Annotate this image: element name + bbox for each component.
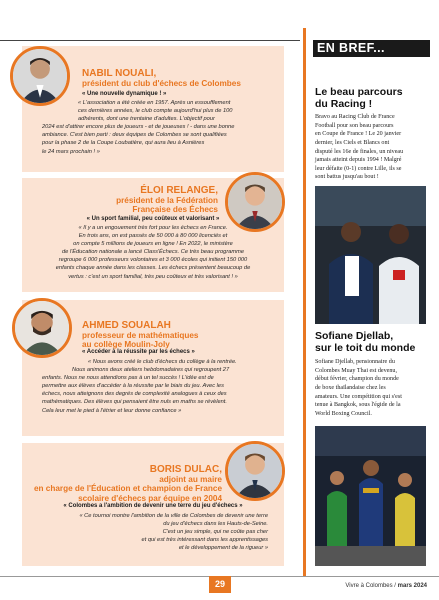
heading-relange bbox=[40, 185, 218, 215]
body-line: mathématiques. Des élèves qui pensaient être nuls en maths se révèlent. bbox=[42, 399, 227, 406]
body-line: En trois ans, on est passés de 50 000 à 80 000 licenciés et bbox=[78, 233, 228, 240]
person-role: au collège Moulin-Joly bbox=[82, 340, 170, 350]
body-line: enfants. Nous ne nous attendions pas à un tel succès ! L'idée est de bbox=[42, 375, 214, 382]
en-bref-title: EN BREF... bbox=[317, 41, 385, 55]
top-rule bbox=[0, 40, 300, 41]
body-line: « Nous avons créé le club d'échecs du collège à la rentrée. bbox=[88, 359, 237, 365]
story-racing-title bbox=[315, 86, 403, 110]
text-line: disputé les 16e de finales, un niveau bbox=[315, 148, 404, 155]
interview-subtitle: « Colombes a l'ambition de devenir une terre du jeu d'échecs » bbox=[63, 503, 243, 509]
text-line: Football pour son beau parcours bbox=[315, 122, 394, 129]
title-line: Sofiane Djellab, bbox=[315, 330, 394, 342]
page-number: 29 bbox=[214, 579, 225, 589]
body-line: et qui est très intéressant dans les apprentissages bbox=[141, 537, 268, 544]
text-line: dernier, les Ciels et Blancs ont bbox=[315, 139, 390, 146]
person-role: scolaire d'échecs par équipe en 2004 bbox=[78, 493, 222, 503]
person-role: Française des Échecs bbox=[132, 205, 218, 215]
interview-subtitle: « Une nouvelle dynamique ! » bbox=[82, 91, 167, 97]
text-line: Sofiane Djellab, pensionnaire du bbox=[315, 359, 395, 365]
body-line: du jeu d'échecs dans les Hauts-de-Seine. bbox=[163, 521, 268, 528]
body-line: 2024 est d'attirer encore plus de joueurs - et de joueuses ! - dans une bonne bbox=[42, 124, 235, 131]
magazine-name: Vivre à Colombes / bbox=[345, 583, 396, 589]
body-line: de l'Éducation nationale a lancé Class'Échecs. Ce très beau programme bbox=[61, 249, 245, 256]
person-role: adjoint au maire bbox=[159, 475, 222, 485]
racing-players-photo bbox=[315, 186, 426, 324]
interview-subtitle: « Un sport familial, peu coûteux et valorisant » bbox=[86, 216, 220, 222]
person-name: AHMED SOUALAH bbox=[82, 320, 171, 331]
person-name: ÉLOI RELANGE, bbox=[140, 185, 218, 196]
title-line: du Racing ! bbox=[315, 98, 373, 111]
interview-body bbox=[22, 224, 284, 281]
person-role: professeur de mathématiques bbox=[82, 331, 199, 341]
body-line: on compte 5 millions de joueurs en ligne ! En 2022, le ministère bbox=[73, 241, 233, 248]
text-line: Colombes Muay Thai est devenu, bbox=[315, 367, 397, 374]
person-role: président du club d'échecs de Colombes bbox=[82, 79, 241, 89]
text-line: de boxe thaïlandaise chez les bbox=[315, 384, 386, 391]
issue-date: mars 2024 bbox=[397, 583, 427, 589]
portrait-nouali bbox=[10, 46, 70, 106]
heading-dulac bbox=[30, 464, 222, 503]
portrait-relange bbox=[225, 172, 285, 232]
text-line: tenue à Bangkok, sous l'égide de la bbox=[315, 402, 401, 409]
text-line: en Coupe de France ! Le 20 janvier bbox=[315, 131, 402, 138]
story-djellab-text bbox=[315, 358, 428, 418]
body-line: échecs, nous atteignons des degrés de complexité analogues à ceux des bbox=[42, 391, 227, 398]
interview-subtitle: « Accéder à la réussite par les échecs » bbox=[82, 349, 195, 355]
story-djellab-title bbox=[315, 330, 415, 354]
text-line: leur défaite (0-1) contre Lille, ils se bbox=[315, 165, 402, 172]
interview-body bbox=[42, 358, 282, 415]
person-role: président de la Fédération bbox=[116, 196, 218, 206]
body-line: pour la phase 2 de la Coupe Loubatière, qui aura lieu à Asnières bbox=[42, 140, 205, 147]
boxing-podium-photo bbox=[315, 426, 426, 566]
title-line: sur le toit du monde bbox=[315, 342, 416, 355]
body-line: le 24 mars prochain ! » bbox=[42, 148, 100, 155]
person-role: en charge de l'Éducation et champion de France bbox=[33, 484, 222, 494]
portrait-soualah bbox=[12, 298, 72, 358]
body-line: Nous animons deux ateliers hebdomadaires qui regroupent 27 bbox=[72, 367, 230, 374]
body-line: regroupe 6 000 professeurs volontaires et 3 000 écoles qui initient 150 000 bbox=[58, 257, 248, 264]
body-line: ambiance. C'est bien parti : deux équipes de Colombes se sont qualifiées bbox=[42, 132, 227, 139]
body-line: permettre aux élèves d'accéder à la réussite par le biais du jeu. Avec les bbox=[42, 383, 224, 390]
interview-body bbox=[42, 99, 282, 156]
text-line: début février, champion du monde bbox=[315, 376, 399, 383]
footer-credit bbox=[345, 583, 427, 589]
body-line: C'est un jeu simple, qui ne coûte pas cher bbox=[162, 529, 268, 536]
portrait-dulac bbox=[225, 441, 285, 501]
text-line: amateurs. Une compétition qui s'est bbox=[315, 393, 402, 400]
body-line: « Ce tournoi montre l'ambition de la ville de Colombes de devenir une terre bbox=[79, 513, 268, 519]
story-racing-text bbox=[315, 113, 428, 182]
title-line: Le beau parcours bbox=[315, 86, 403, 98]
person-name: BORIS DULAC, bbox=[149, 464, 222, 475]
text-line: sont battus jusqu'au bout ! bbox=[315, 174, 379, 181]
text-line: jamais atteint depuis 1994 ! Malgré bbox=[315, 157, 402, 164]
interview-body bbox=[22, 512, 268, 552]
body-line: adhérents, dont une trentaine d'adultes. L'objectif pour bbox=[78, 116, 215, 123]
heading-nouali bbox=[82, 68, 241, 88]
body-line: Cela leur met le pied à l'étrier et leur donne confiance » bbox=[42, 407, 182, 414]
person-name: NABIL NOUALI, bbox=[82, 68, 157, 79]
text-line: World Boxing Council. bbox=[315, 410, 372, 417]
body-line: « Il y a un engouement très fort pour les échecs en France. bbox=[78, 225, 228, 231]
text-line: Bravo au Racing Club de France bbox=[315, 114, 395, 120]
body-line: « L'association a été créée en 1957. Après un essoufflement bbox=[78, 100, 231, 106]
body-line: ces dernières années, le club compte aujourd'hui plus de 100 bbox=[78, 108, 233, 115]
body-line: et le développement de la rigueur » bbox=[178, 545, 268, 552]
column-divider bbox=[303, 28, 306, 576]
body-line: vertus : c'est un sport familial, très peu coûteux et très valorisant ! » bbox=[68, 273, 238, 280]
body-line: enfants chaque année dans les classes. Les échecs présentent beaucoup de bbox=[55, 265, 251, 272]
heading-soualah bbox=[82, 320, 198, 350]
